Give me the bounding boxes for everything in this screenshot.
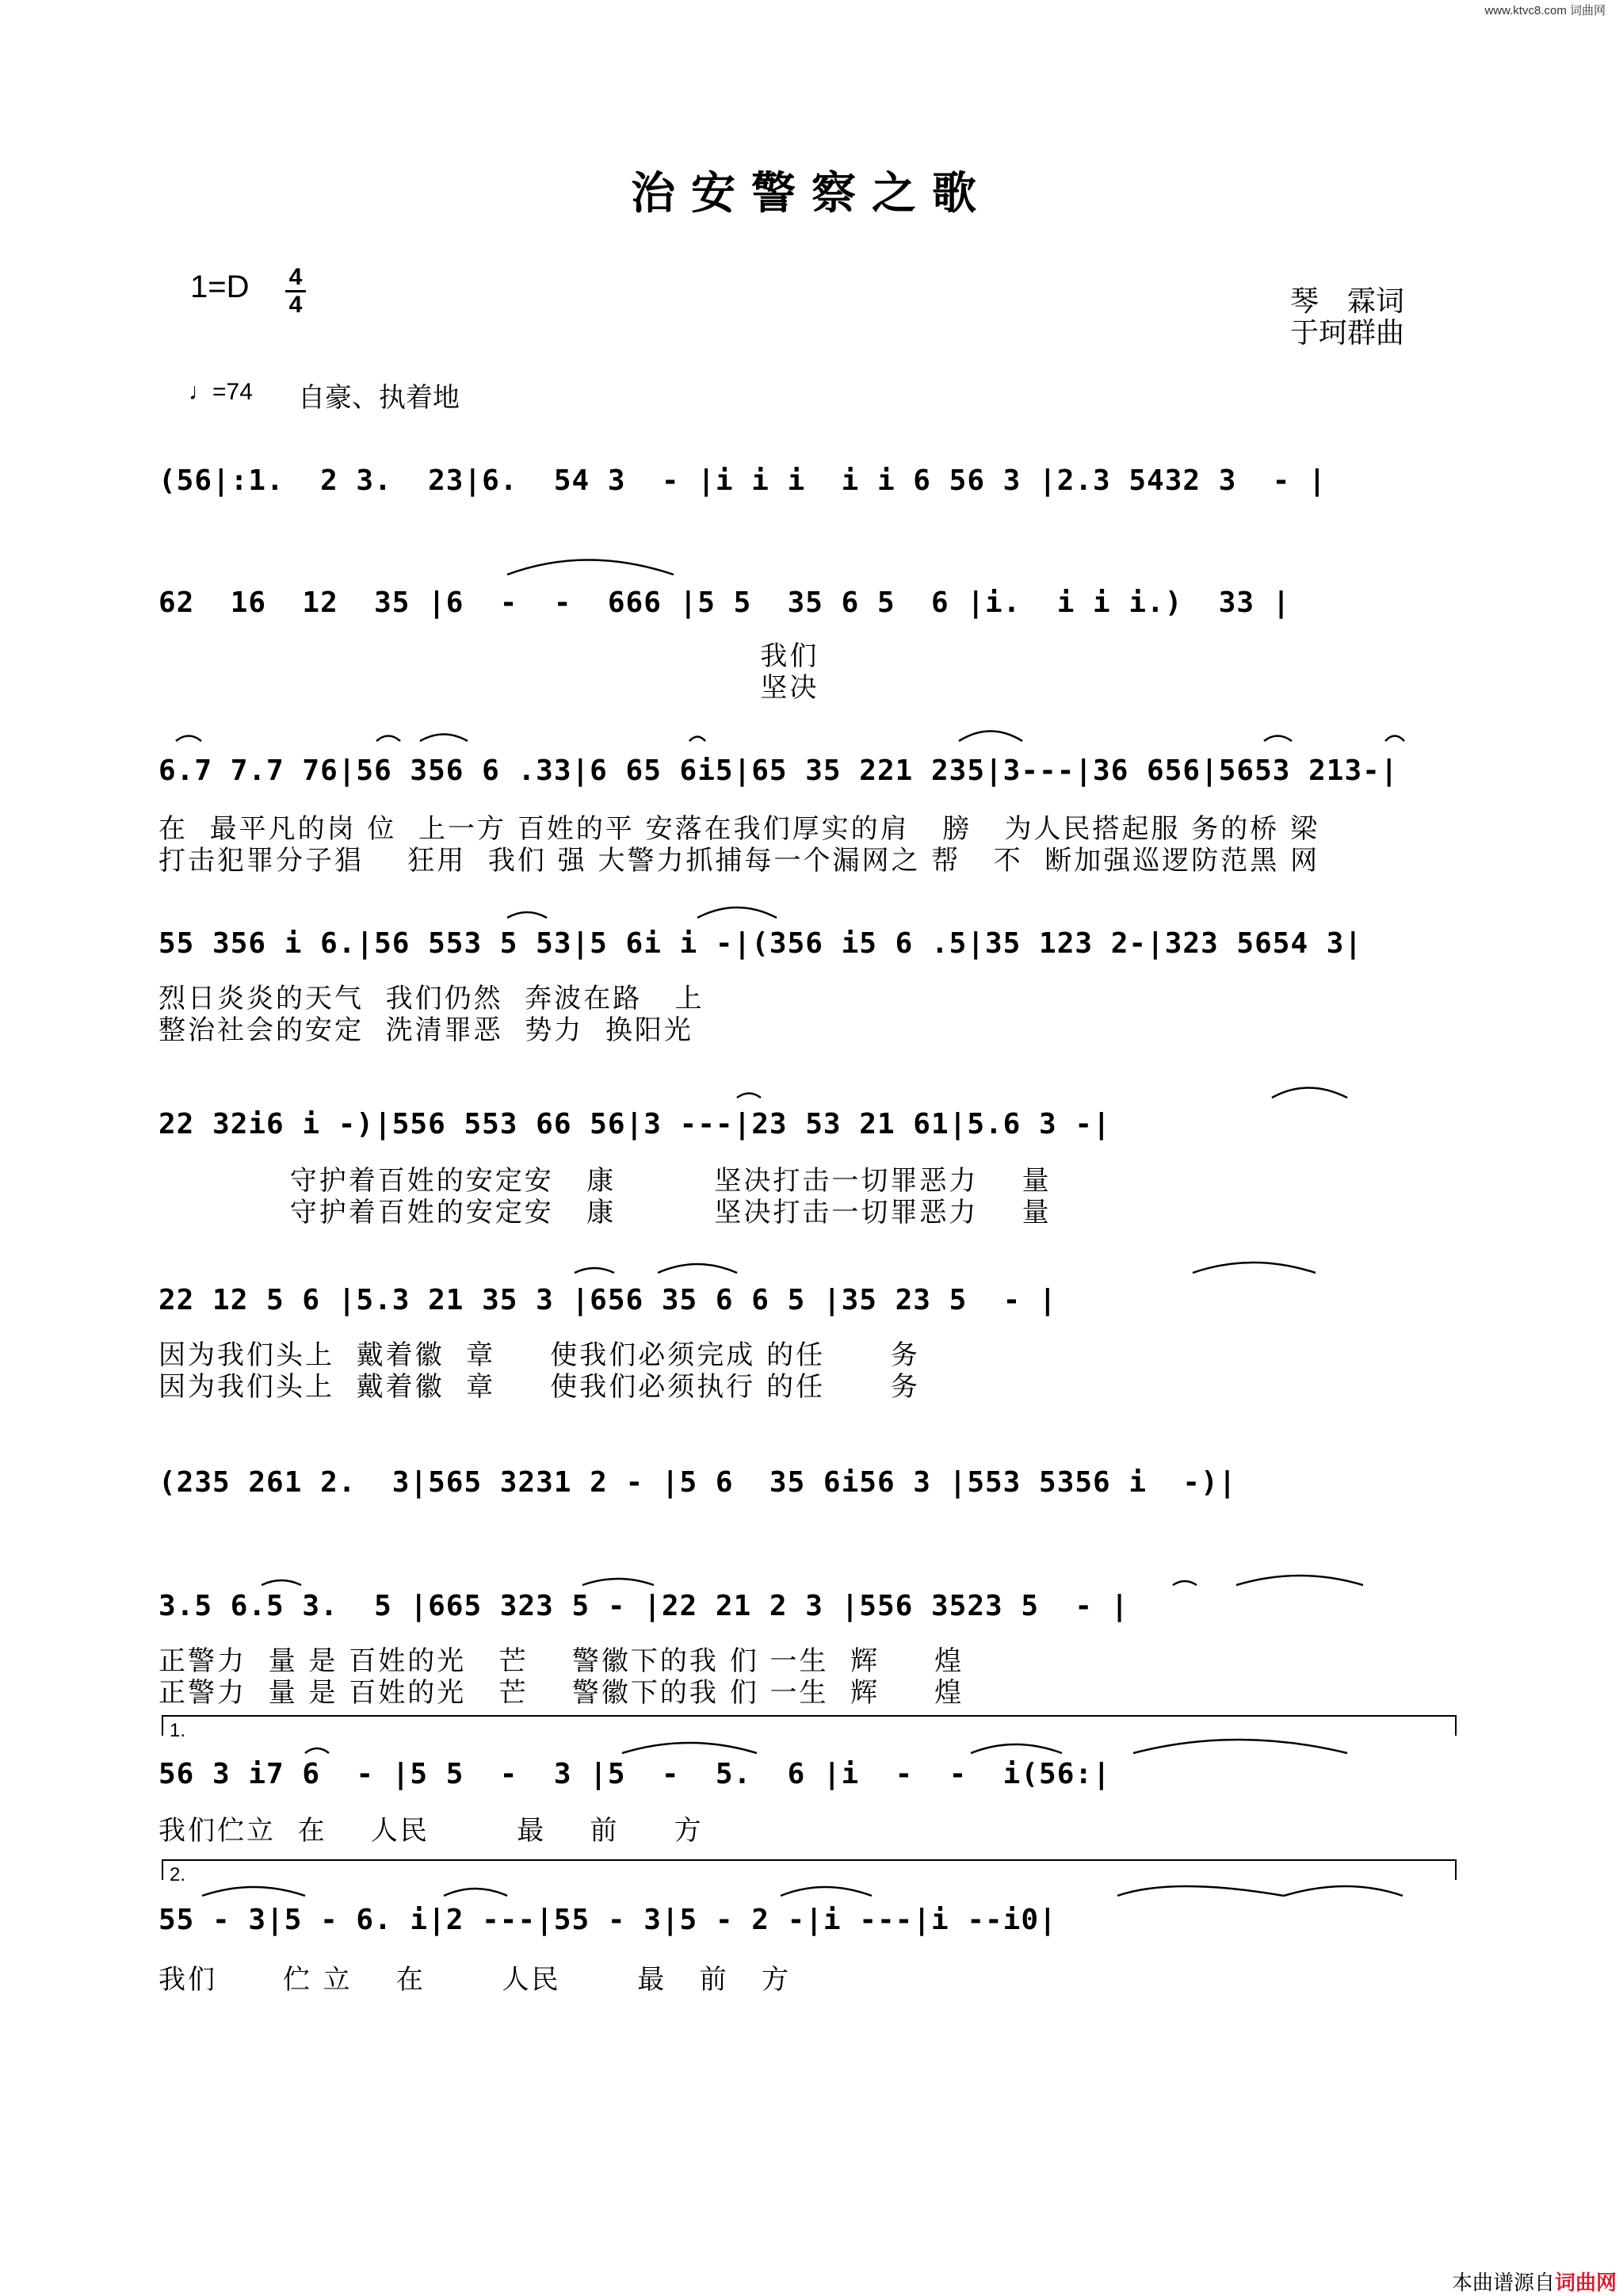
notation-system-10: 55 - 3|5 - 6. i|2 ---|55 - 3|5 - 2 -|i ---|i --i0| — [158, 1904, 1057, 1936]
slur-arc — [507, 912, 547, 918]
lyric-line-3-1: 在 最平凡的岗 位 上一方 百姓的平 安落在我们厚实的肩 膀 为人民搭起服 务的桥 梁 — [158, 813, 1320, 845]
tie-arc — [507, 560, 674, 575]
time-signature-top: 4 — [288, 264, 303, 290]
slur-arc — [582, 1579, 654, 1585]
slur-arc — [658, 1264, 737, 1273]
lyric-line-8-2: 正警力 量 是 百姓的光 芒 警徽下的我 们 一生 辉 煌 — [158, 1677, 964, 1709]
source-footer — [1452, 2267, 1617, 2296]
slur-arc — [959, 732, 1022, 742]
lyric-line-5-2: 守护着百姓的安定安 康 坚决打击一切罪恶力 量 — [158, 1197, 1052, 1228]
tie-arc — [1284, 1886, 1403, 1896]
lyric-line-4-1: 烈日炎炎的天气 我们仍然 奔波在路 上 — [158, 983, 705, 1014]
key-signature: 1=D — [190, 269, 250, 304]
lyric-line-2-2: 坚决 — [158, 672, 819, 704]
slur-arc — [1264, 736, 1292, 742]
slur-arc — [1272, 1088, 1347, 1098]
notation-system-1: (56|:1. 2 3. 23|6. 54 3 - |i i i i i 6 56 3 |2.3 5432 3 - | — [158, 464, 1327, 497]
lyric-line-6-1: 因为我们头上 戴着徽 章 使我们必须完成 的任 务 — [158, 1339, 920, 1371]
lyric-line-6-2: 因为我们头上 戴着徽 章 使我们必须执行 的任 务 — [158, 1371, 920, 1403]
lyric-line-5-1: 守护着百姓的安定安 康 坚决打击一切罪恶力 量 — [158, 1165, 1052, 1197]
notation-system-6: 22 12 5 6 |5.3 21 35 3 |656 35 6 6 5 |35 23 5 - | — [158, 1284, 1057, 1316]
slur-arc — [737, 1094, 761, 1098]
slur-arc — [305, 1748, 329, 1753]
notation-system-3: 6.7 7.7 76|56 356 6 .33|6 65 6i5|65 35 221 235|3---|36 656|5653 213-| — [158, 755, 1399, 787]
slur-arc — [376, 736, 400, 742]
slur-arc — [1385, 736, 1404, 742]
second-ending-label: 2. — [170, 1864, 186, 1885]
lyric-line-8-1: 正警力 量 是 百姓的光 芒 警徽下的我 们 一生 辉 煌 — [158, 1645, 964, 1677]
notation-system-9: 56 3 i7 6 - |5 5 - 3 |5 - 5. 6 |i - - i(56:| — [158, 1758, 1111, 1790]
tie-arc — [622, 1743, 757, 1753]
slur-arc — [1193, 1263, 1316, 1273]
lyric-line-9-1: 我们伫立 在 人民 最 前 方 — [158, 1815, 704, 1847]
slur-arc — [575, 1268, 614, 1273]
notation-system-8: 3.5 6.5 3. 5 |665 323 5 - |22 21 2 3 |556 3523 5 - | — [158, 1590, 1129, 1622]
lyric-line-4-2: 整治社会的安定 洗清罪恶 势力 换阳光 — [158, 1014, 693, 1046]
site-watermark: www.ktvc8.com 词曲网 — [1484, 4, 1606, 17]
lyricist-credit: 琴 霖词 — [1290, 285, 1405, 318]
notation-system-2: 62 16 12 35 |6 - - 666 |5 5 35 6 5 6 |i. i i i.) 33 | — [158, 586, 1291, 619]
composer-credit: 于珂群曲 — [1290, 317, 1405, 350]
slur-arc — [420, 735, 468, 742]
slur-arc — [697, 907, 777, 918]
footer-brand[interactable]: 词曲网 — [1554, 2271, 1617, 2295]
expression-marking: 自豪、执着地 — [298, 382, 460, 414]
first-ending-label: 1. — [170, 1720, 186, 1741]
slur-arc — [689, 737, 705, 742]
tie-arc — [1117, 1886, 1284, 1896]
lyric-line-2-1: 我们 — [158, 640, 819, 672]
notation-system-4: 55 356 i 6.|56 553 5 53|5 6i i -|(356 i5 6 .5|35 123 2-|323 5654 3| — [158, 927, 1363, 960]
slur-arc — [781, 1887, 872, 1896]
lyric-line-10-1: 我们 伫 立 在 人民 最 前 方 — [158, 1964, 792, 1996]
song-title: 治安警察之歌 — [631, 167, 992, 220]
lyric-line-3-2: 打击犯罪分子猖 狂用 我们 强 大警力抓捕每一个漏网之 帮 不 断加强巡逻防范黑 网 — [158, 845, 1320, 877]
tie-arc — [1133, 1740, 1347, 1753]
slur-arc — [971, 1744, 1062, 1753]
slur-arc — [444, 1889, 507, 1896]
time-signature-bottom: 4 — [288, 292, 303, 318]
slur-arc — [262, 1580, 301, 1585]
notation-system-5: 22 32i6 i -)|556 553 66 56|3 ---|23 53 21 61|5.6 3 -| — [158, 1108, 1111, 1140]
tempo-marking: ♩=74 — [189, 379, 253, 405]
slur-arc — [1173, 1581, 1197, 1585]
notation-system-7: (235 261 2. 3|565 3231 2 - |5 6 35 6i56 3 |553 5356 i -)| — [158, 1466, 1237, 1499]
slur-arc — [176, 736, 201, 742]
tie-arc — [202, 1887, 305, 1896]
footer-prefix: 本曲谱源自 — [1451, 2271, 1555, 2295]
slur-arc — [1236, 1576, 1363, 1585]
